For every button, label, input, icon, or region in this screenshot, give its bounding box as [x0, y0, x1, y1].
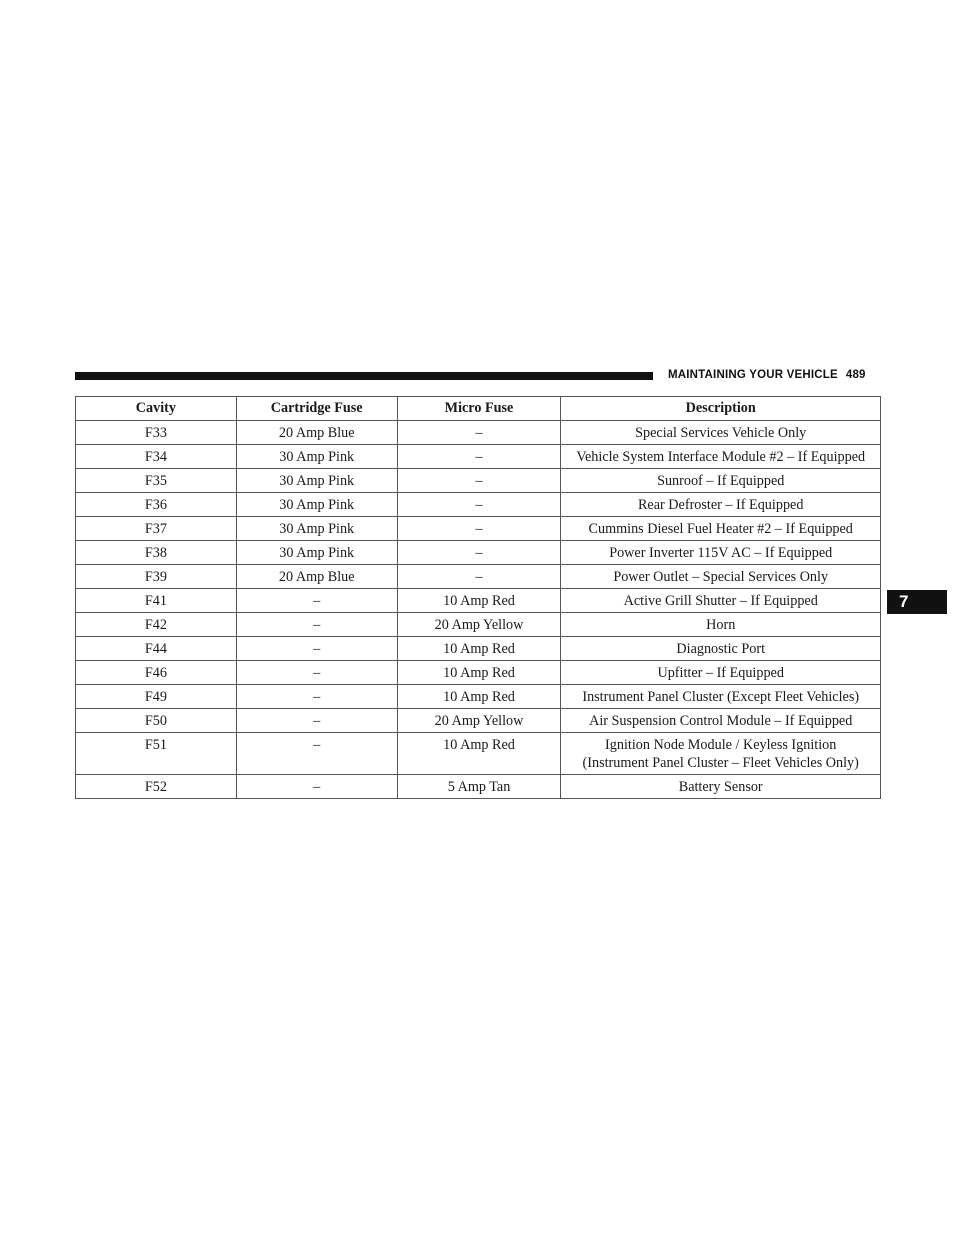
cartridge-fuse-cell: – [236, 775, 397, 799]
page-number: 489 [845, 369, 866, 381]
description-cell: Rear Defroster – If Equipped [561, 493, 881, 517]
cartridge-fuse-cell: – [236, 733, 397, 775]
description-cell: Horn [561, 613, 881, 637]
cavity-cell: F38 [76, 541, 237, 565]
micro-fuse-cell: 10 Amp Red [397, 661, 561, 685]
micro-fuse-cell: 5 Amp Tan [397, 775, 561, 799]
table-row [76, 709, 881, 733]
table-row [76, 661, 881, 685]
table-body [76, 421, 881, 799]
cartridge-fuse-cell: – [236, 613, 397, 637]
table-row [76, 589, 881, 613]
cartridge-fuse-cell: – [236, 661, 397, 685]
cavity-cell: F36 [76, 493, 237, 517]
micro-fuse-cell: – [397, 541, 561, 565]
description-cell: Instrument Panel Cluster (Except Fleet Vehicles) [561, 685, 881, 709]
cartridge-fuse-cell: 30 Amp Pink [236, 541, 397, 565]
micro-fuse-cell: 10 Amp Red [397, 685, 561, 709]
table-row [76, 493, 881, 517]
cavity-cell: F42 [76, 613, 237, 637]
cartridge-fuse-cell: 20 Amp Blue [236, 565, 397, 589]
description-cell: Power Inverter 115V AC – If Equipped [561, 541, 881, 565]
column-header-micro-fuse: Micro Fuse [397, 397, 561, 421]
table-row [76, 733, 881, 775]
micro-fuse-cell: 10 Amp Red [397, 733, 561, 775]
cavity-cell: F41 [76, 589, 237, 613]
description-cell: Sunroof – If Equipped [561, 469, 881, 493]
micro-fuse-cell: – [397, 421, 561, 445]
cavity-cell: F37 [76, 517, 237, 541]
description-cell: Battery Sensor [561, 775, 881, 799]
micro-fuse-cell: 20 Amp Yellow [397, 709, 561, 733]
micro-fuse-cell: 20 Amp Yellow [397, 613, 561, 637]
cavity-cell: F50 [76, 709, 237, 733]
cavity-cell: F33 [76, 421, 237, 445]
column-header-cavity: Cavity [76, 397, 237, 421]
column-header-cartridge-fuse: Cartridge Fuse [236, 397, 397, 421]
table-row [76, 613, 881, 637]
cartridge-fuse-cell: 30 Amp Pink [236, 445, 397, 469]
description-cell: Diagnostic Port [561, 637, 881, 661]
table-row [76, 685, 881, 709]
cartridge-fuse-cell: – [236, 685, 397, 709]
cavity-cell: F49 [76, 685, 237, 709]
fuse-table [75, 396, 881, 799]
column-header-description: Description [561, 397, 881, 421]
cartridge-fuse-cell: – [236, 709, 397, 733]
table-row [76, 637, 881, 661]
description-cell: Upfitter – If Equipped [561, 661, 881, 685]
running-header [668, 369, 866, 381]
cartridge-fuse-cell: – [236, 589, 397, 613]
micro-fuse-cell: – [397, 493, 561, 517]
table-header-row [76, 397, 881, 421]
table-row [76, 517, 881, 541]
cavity-cell: F35 [76, 469, 237, 493]
cartridge-fuse-cell: 30 Amp Pink [236, 469, 397, 493]
micro-fuse-cell: 10 Amp Red [397, 637, 561, 661]
micro-fuse-cell: – [397, 517, 561, 541]
description-cell: Special Services Vehicle Only [561, 421, 881, 445]
cavity-cell: F44 [76, 637, 237, 661]
section-title: MAINTAINING YOUR VEHICLE [668, 369, 838, 381]
table-row [76, 469, 881, 493]
table-row [76, 775, 881, 799]
description-cell: Ignition Node Module / Keyless Ignition (Instrument Panel Cluster – Fleet Vehicles Only) [561, 733, 881, 775]
table-row [76, 565, 881, 589]
cartridge-fuse-cell: 20 Amp Blue [236, 421, 397, 445]
description-cell: Active Grill Shutter – If Equipped [561, 589, 881, 613]
header-rule [75, 372, 653, 380]
cartridge-fuse-cell: – [236, 637, 397, 661]
cavity-cell: F34 [76, 445, 237, 469]
micro-fuse-cell: 10 Amp Red [397, 589, 561, 613]
cavity-cell: F51 [76, 733, 237, 775]
cartridge-fuse-cell: 30 Amp Pink [236, 493, 397, 517]
micro-fuse-cell: – [397, 565, 561, 589]
description-cell: Cummins Diesel Fuel Heater #2 – If Equipped [561, 517, 881, 541]
description-cell: Air Suspension Control Module – If Equipped [561, 709, 881, 733]
description-cell: Vehicle System Interface Module #2 – If Equipped [561, 445, 881, 469]
chapter-tab: 7 [887, 590, 947, 614]
table-row [76, 445, 881, 469]
cavity-cell: F46 [76, 661, 237, 685]
micro-fuse-cell: – [397, 445, 561, 469]
cavity-cell: F39 [76, 565, 237, 589]
description-cell: Power Outlet – Special Services Only [561, 565, 881, 589]
cavity-cell: F52 [76, 775, 237, 799]
cartridge-fuse-cell: 30 Amp Pink [236, 517, 397, 541]
micro-fuse-cell: – [397, 469, 561, 493]
table-row [76, 421, 881, 445]
table-row [76, 541, 881, 565]
